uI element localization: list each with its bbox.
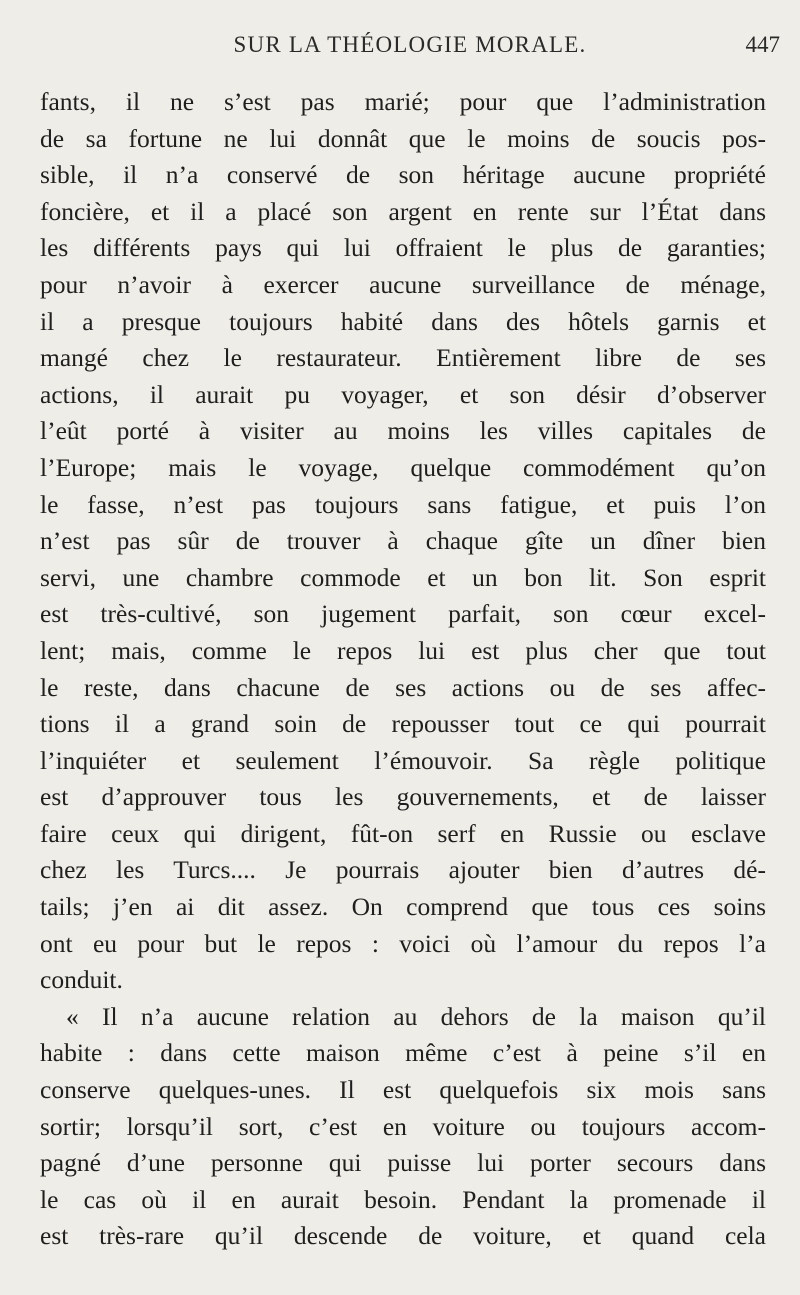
paragraph-1 (40, 84, 766, 999)
text-line: pagné d’une personne qui puisse lui porter secours dans (40, 1148, 766, 1178)
paragraph-2 (40, 999, 766, 1255)
text-line: pour n’avoir à exercer aucune surveillance de ménage, (40, 269, 766, 299)
text-line: ont eu pour but le repos : voici où l’amour du repos l’a (40, 928, 766, 958)
text-line: le fasse, n’est pas toujours sans fatigue, et puis l’on (40, 489, 766, 519)
text-line: n’est pas sûr de trouver à chaque gîte un dîner bien (40, 526, 766, 556)
text-line: est d’approuver tous les gouvernements, et de laisser (40, 782, 766, 812)
text-line: servi, une chambre commode et un bon lit. Son esprit (40, 562, 766, 592)
text-line: il a presque toujours habité dans des hôtels garnis et (40, 306, 766, 336)
text-line: sortir; lorsqu’il sort, c’est en voiture ou toujours accom- (40, 1111, 766, 1141)
page-number: 447 (745, 32, 780, 57)
text-line: habite : dans cette maison même c’est à peine s’il en (40, 1038, 766, 1068)
text-line: actions, il aurait pu voyager, et son désir d’observer (40, 379, 766, 409)
text-line: « Il n’a aucune relation au dehors de la maison qu’il (66, 1001, 766, 1031)
text-line: de sa fortune ne lui donnât que le moins de soucis pos- (40, 123, 766, 153)
text-line: tails; j’en ai dit assez. On comprend que tous ces soins (40, 892, 766, 922)
running-title: SUR LA THÉOLOGIE MORALE. (233, 32, 587, 57)
text-line: foncière, et il a placé son argent en rente sur l’État dans (40, 196, 766, 226)
text-line: le reste, dans chacune de ses actions ou de ses affec- (40, 672, 766, 702)
text-line: l’eût porté à visiter au moins les villes capitales de (40, 416, 766, 446)
text-line: faire ceux qui dirigent, fût-on serf en Russie ou esclave (40, 818, 766, 848)
text-line: conserve quelques-unes. Il est quelquefois six mois sans (40, 1075, 766, 1105)
text-line: l’inquiéter et seulement l’émouvoir. Sa règle politique (40, 745, 766, 775)
text-line: les différents pays qui lui offraient le plus de garanties; (40, 233, 766, 263)
text-line: le cas où il en aurait besoin. Pendant la promenade il (40, 1184, 766, 1214)
text-line: est très-rare qu’il descende de voiture, et quand cela (40, 1221, 766, 1251)
text-line: lent; mais, comme le repos lui est plus cher que tout (40, 635, 766, 665)
text-line: sible, il n’a conservé de son héritage aucune propriété (40, 160, 766, 190)
text-line: fants, il ne s’est pas marié; pour que l’administration (40, 87, 766, 116)
text-line: chez les Turcs.... Je pourrais ajouter bien d’autres dé- (40, 855, 766, 885)
text-line: mangé chez le restaurateur. Entièrement libre de ses (40, 343, 766, 373)
text-line: l’Europe; mais le voyage, quelque commodément qu’on (40, 452, 766, 482)
text-line: est très-cultivé, son jugement parfait, son cœur excel- (40, 599, 766, 629)
running-head (40, 32, 780, 72)
body-text (40, 84, 766, 1255)
text-line: tions il a grand soin de repousser tout ce qui pourrait (40, 709, 766, 739)
text-line: conduit. (40, 965, 123, 995)
